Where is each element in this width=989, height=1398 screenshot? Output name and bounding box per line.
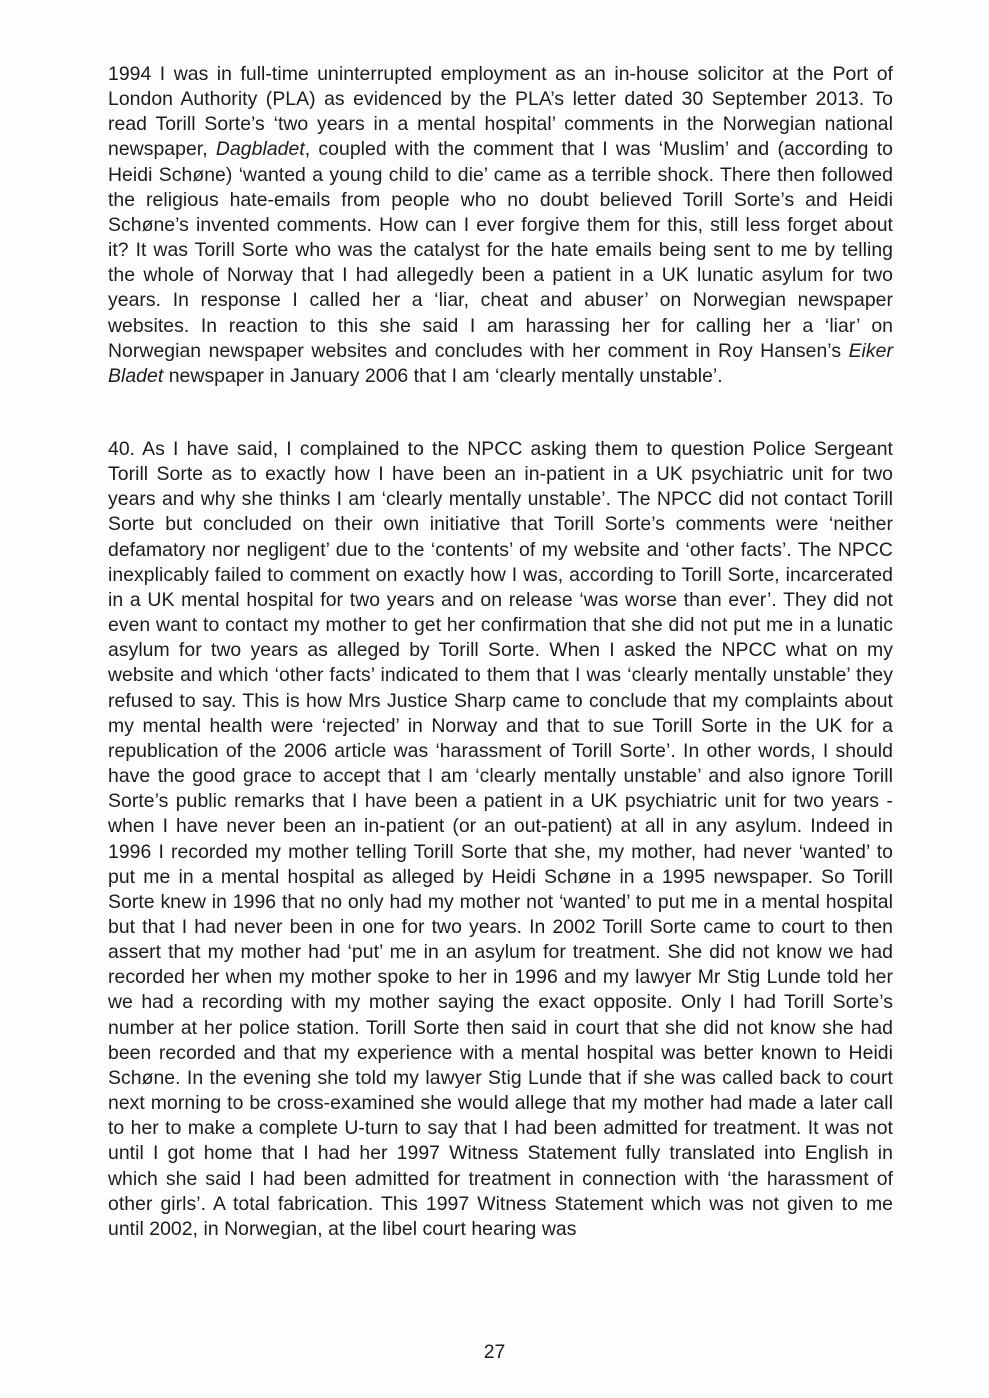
text-segment: newspaper in January 2006 that I am ‘clearly mentally unstable’. <box>163 364 723 387</box>
paragraph-40 <box>108 437 893 1242</box>
newspaper-title-eiker-bladet: Eiker Bladet <box>108 339 893 387</box>
paragraph-continuation-1994 <box>108 62 893 389</box>
page-number: 27 <box>483 1341 506 1363</box>
text-segment: 1994 I was in full-time uninterrupted employment as an in-house solicitor at the Port of London Authority (PLA) as evidenced by the PLA’s letter dated 30 September 2013. To read Torill Sorte’s ‘two years in a mental hospital’ comments in the Norwegian national newspaper, <box>108 63 893 161</box>
newspaper-title-dagbladet: Dagbladet <box>215 138 305 161</box>
text-segment: 40. As I have said, I complained to the NPCC asking them to question Police Sergeant Torill Sorte as to exactly how I have been an in-patient in a UK psychiatric unit for two years and why she thinks I am ‘clearly mentally unstable’. The NPCC did not contact Torill Sorte but concluded on their own initiative that Torill Sorte’s comments were ‘neither defamatory nor negligent’ due to the ‘contents’ of my website and ‘other facts’. The NPCC inexplicably failed to comment on exactly how I was, according to Torill Sorte, incarcerated in a UK mental hospital for two years and on release ‘was worse than ever’. They did not even want to contact my mother to get her confirmation that she did not put me in a lunatic asylum for two years as alleged by Torill Sorte. When I asked the NPCC what on my website and which ‘other facts’ indicated to them that I was ‘clearly mentally unstable’ they refused to say. This is how Mrs Justice Sharp came to conclude that my complaints about my mental health were ‘rejected’ in Norway and that to sue Torill Sorte in the UK for a republication of the 2006 article was ‘harassment of Torill Sorte’. In other words, I should have the good grace to accept that I am ‘clearly mentally unstable’ and also ignore Torill Sorte’s public remarks that I have been a patient in a UK psychiatric unit for two years - when I have never been an in-patient (or an out-patient) at all in any asylum. Indeed in 1996 I recorded my mother telling Torill Sorte that she, my mother, had never ‘wanted’ to put me in a mental hospital as alleged by Heidi Schøne in a 1995 newspaper. So Torill Sorte knew in 1996 that no only had my mother not ‘wanted’ to put me in a mental hospital but that I had never been in one for two years. In 2002 Torill Sorte came to court to then assert that my mother had ‘put’ me in an asylum for treatment. She did not know we had recorded her when my mother spoke to her in 1996 and my lawyer Mr Stig Lunde told her we had a recording with my mother saying the exact opposite. Only I had Torill Sorte’s number at her police station. Torill Sorte then said in court that she did not know she had been recorded and that my experience with a mental hospital was better known to Heidi Schøne. In the evening she told my lawyer Stig Lunde that if she was called back to court next morning to be cross-examined she would allege that my mother had made a later call to her to make a complete U-turn to say that I had been admitted for treatment. It was not until I got home that I had her 1997 Witness Statement fully translated into English in which she said I had been admitted for treatment in connection with ‘the harassment of other girls’. A total fabrication. This 1997 Witness Statement which was not given to me until 2002, in Norwegian, at the libel court hearing was <box>108 438 893 1240</box>
text-segment: , coupled with the comment that I was ‘Muslim’ and (according to Heidi Schøne) ‘wanted a young child to die’ came as a terrible shock. There then followed the religious hate-emails from people who no doubt believed Torill Sorte’s and Heidi Schøne’s invented comments. How can I ever forgive them for this, still less forget about it? It was Torill Sorte who was the catalyst for the hate emails being sent to me by telling the whole of Norway that I had allegedly been a patient in a UK lunatic asylum for two years. In response I called her a ‘liar, cheat and abuser’ on Norwegian newspaper websites. In reaction to this she said I am harassing her for calling her a ‘liar’ on Norwegian newspaper websites and concludes with her comment in Roy Hansen’s <box>108 138 893 362</box>
